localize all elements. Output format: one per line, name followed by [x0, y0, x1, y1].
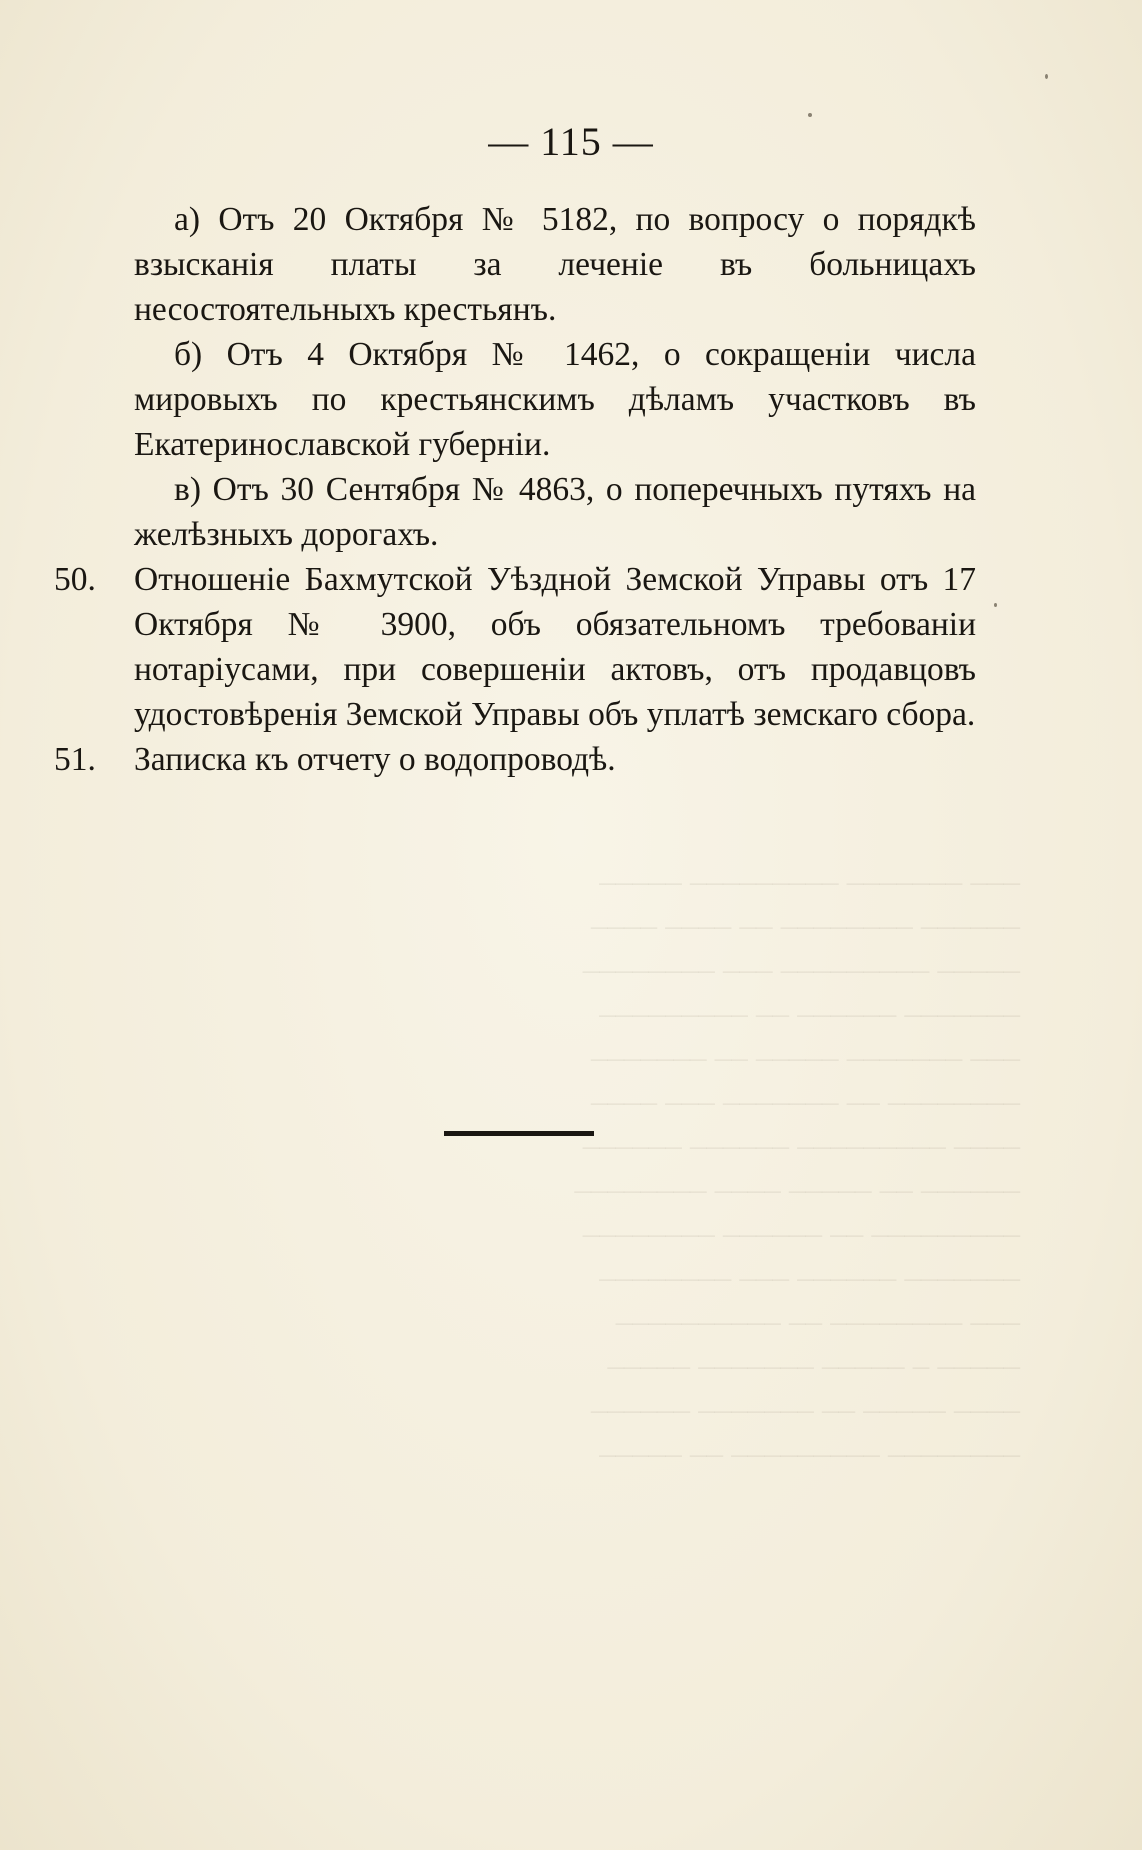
paper-speck [1045, 74, 1048, 79]
sub-item-b: б) Отъ 4 Октября № 1462, о сокращеніи числа мировыхъ по крестьянскимъ дѣламъ участковъ въ Екатеринославской губерніи. [134, 336, 976, 463]
end-rule [444, 1131, 594, 1136]
paper-speck [994, 603, 997, 607]
item-text: Отношеніе Бахмутской Уѣздной Земской Управы отъ 17 Октября № 3900, объ обязательномъ требованіи нотаріусами, при совершеніи актовъ, отъ продавцовъ удостовѣренія Земской Управы объ уплатѣ земскаго сбора. [134, 561, 976, 733]
page-body [54, 197, 976, 782]
sub-item-a: а) Отъ 20 Октября № 5182, по вопросу о порядкѣ взысканія платы за леченіе въ больницахъ несостоятельныхъ крестьянъ. [134, 201, 976, 328]
numbered-item-51 [54, 737, 976, 782]
show-through-texture: ‒‒‒ ‒‒‒‒‒‒‒ ‒‒‒‒‒‒‒‒‒ ‒‒‒‒‒ ‒‒‒‒‒‒ ‒‒‒‒‒‒‒‒ ‒‒ ‒‒‒‒ ‒‒‒‒ ‒‒‒‒‒ ‒‒‒‒‒‒‒‒‒ ‒‒‒ ‒‒‒‒‒‒‒‒ ‒‒‒‒‒‒‒ ‒‒‒‒‒‒ ‒‒ ‒‒‒‒‒‒‒‒‒ ‒‒‒ ‒‒‒‒‒‒‒ ‒‒‒‒‒ ‒‒ ‒‒‒‒‒‒‒ ‒‒‒‒‒‒‒‒ ‒‒ ‒‒‒‒‒‒‒ ‒‒‒ ‒‒‒‒ ‒‒‒‒ ‒‒‒‒‒‒‒‒‒ ‒‒‒‒‒‒ ‒‒‒‒‒‒ ‒‒‒‒‒‒ ‒‒ ‒‒‒‒‒ ‒‒‒‒ ‒‒‒‒‒‒‒‒ ‒‒‒‒‒‒‒‒‒ ‒‒ ‒‒‒‒‒‒ ‒‒‒‒‒‒‒‒ ‒‒‒‒‒‒‒ ‒‒‒‒‒‒ ‒‒‒ ‒‒‒‒‒‒‒‒ ‒‒‒ ‒‒‒‒‒‒‒‒ ‒‒ ‒‒‒‒‒‒‒‒‒‒ ‒‒‒‒‒ ‒ ‒‒‒‒‒ ‒‒‒‒‒‒‒ ‒‒‒‒‒ ‒‒‒‒ ‒‒‒‒‒ ‒‒ ‒‒‒‒‒‒‒ ‒‒‒‒‒‒ ‒‒‒‒‒‒‒‒ ‒‒‒‒‒‒‒‒‒ ‒‒ ‒‒‒‒‒ [574, 864, 1020, 1472]
page-number: — 115 — [488, 119, 654, 164]
item-number: 51. [54, 741, 96, 778]
paper-speck [808, 113, 812, 117]
sub-item-c: в) Отъ 30 Сентября № 4863, о поперечныхъ путяхъ на желѣзныхъ дорогахъ. [134, 471, 976, 553]
item-text: Записка къ отчету о водопроводѣ. [134, 741, 616, 778]
item-number: 50. [54, 561, 96, 598]
numbered-item-50 [54, 557, 976, 737]
